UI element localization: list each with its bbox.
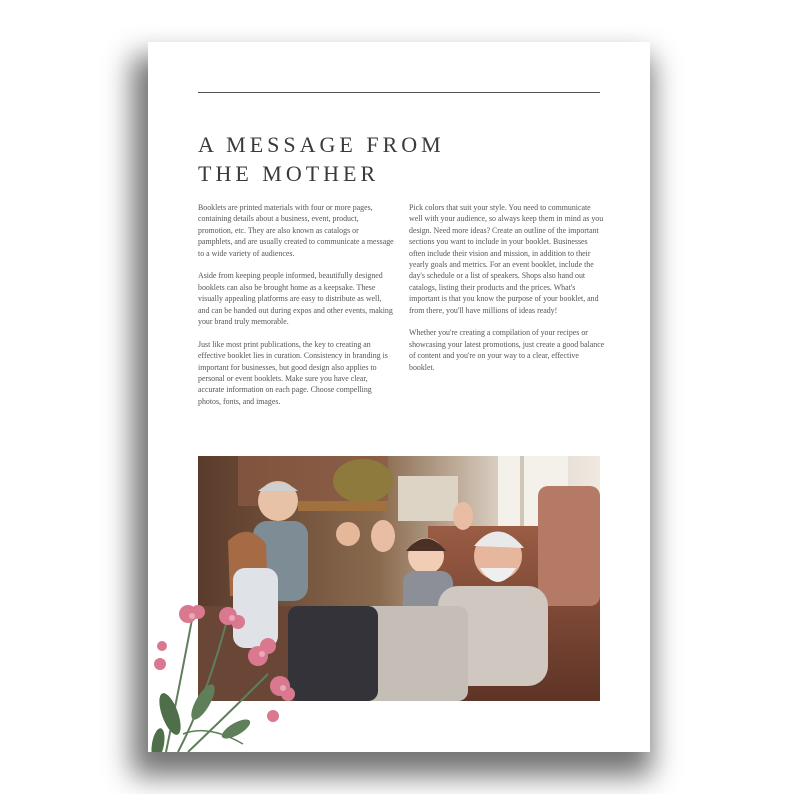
pink-flower-decoration <box>148 594 308 752</box>
title-line-2: THE MOTHER <box>198 161 380 186</box>
paragraph: Pick colors that suit your style. You need to communicate well with your audience, so always keep them in mind as you design. Need more ideas? Create an outline of the important sections you want to include in your booklet. Businesses often include their vision and mission, in addition to their yearly goals and metrics. For an event booklet, include the day's schedule or a list of speakers. Shops also hand out catalogs, listing their products and the prices. What's important is that you know the purpose of your booklet, and from there, you'll have millions of ideas ready! <box>409 203 604 315</box>
paragraph: Booklets are printed materials with four or more pages, containing details about a business, event, product, promotion, etc. They are also known as catalogs or pamphlets, and are usually created to communicate a message to a wide variety of audiences. <box>198 203 394 258</box>
right-text-column <box>409 202 605 384</box>
title-line-1: A MESSAGE FROM <box>198 132 445 157</box>
paragraph: Whether you're creating a compilation of your recipes or showcasing your latest promotions, just create a good balance of content and you're on your way to a clear, effective booklet. <box>409 328 605 372</box>
left-text-column <box>198 202 394 419</box>
paragraph: Aside from keeping people informed, beautifully designed booklets can also be brought home as a keepsake. These visually appealing platforms are easy to distribute as well, and can be handed out during expos and other events, making your brand truly memorable. <box>198 271 393 327</box>
paragraph: Just like most print publications, the key to creating an effective booklet lies in curation. Consistency in branding is important for businesses, but good design also applies to personal or event booklets. Make sure you have clear, accurate information on each page. Choose compelling photos, fonts, and images. <box>198 339 388 406</box>
top-rule <box>198 92 600 93</box>
page-title <box>198 130 600 188</box>
booklet-page <box>148 42 650 752</box>
